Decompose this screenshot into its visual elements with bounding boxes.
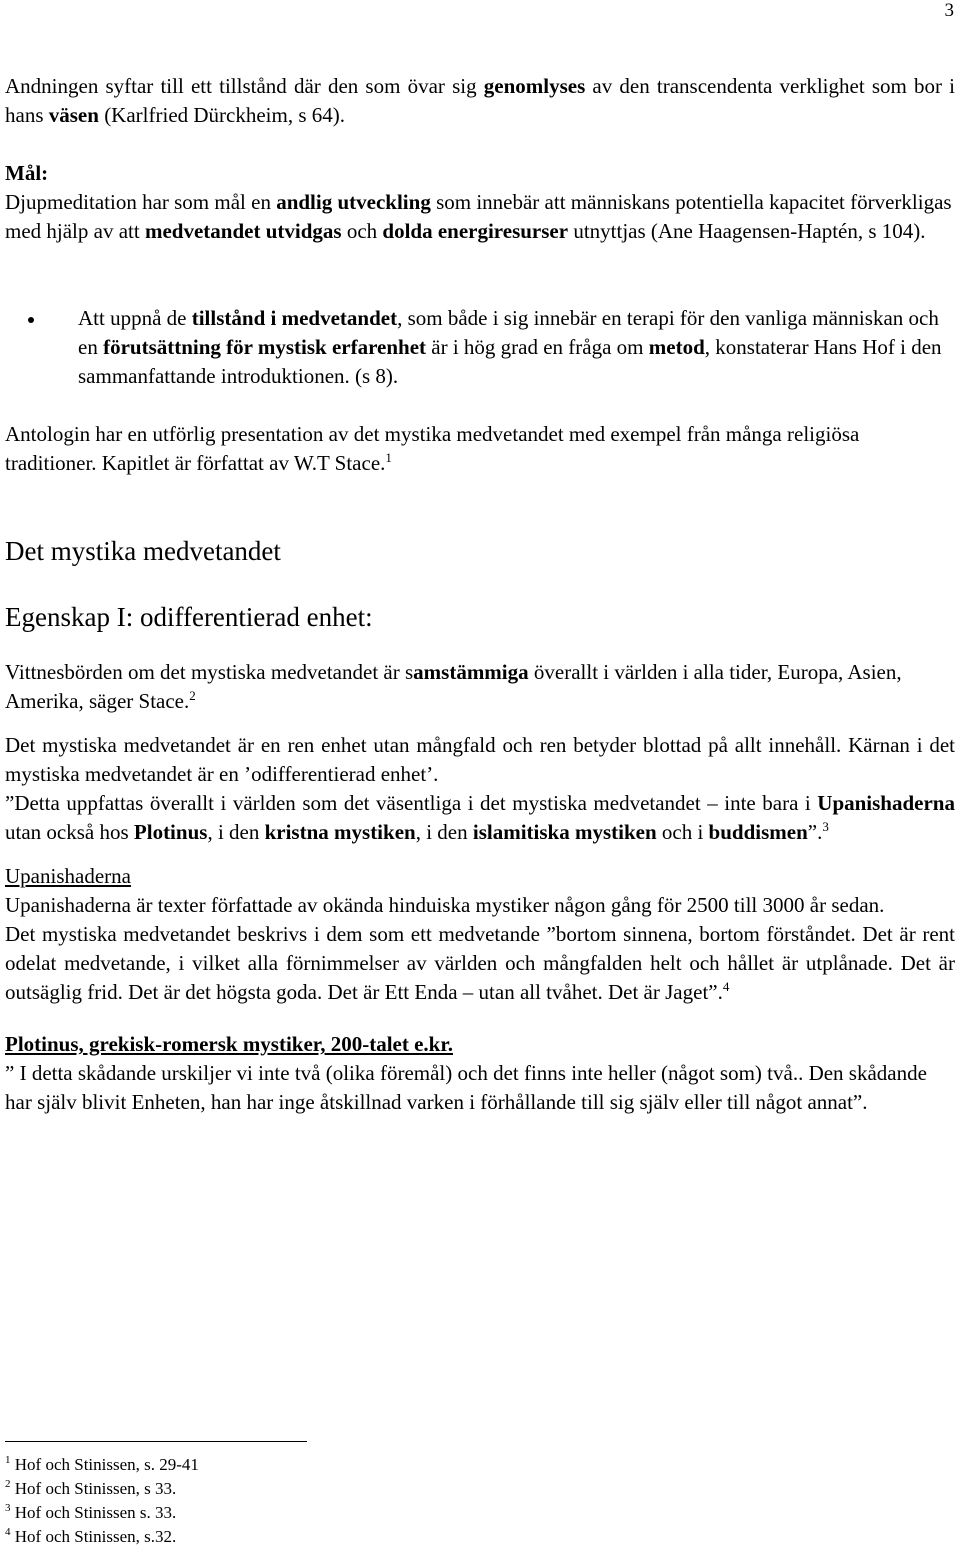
paragraph-andningen: Andningen syftar till ett tillstånd där den som övar sig genomlyses av den transcendenta verklighet som bor i hans väsen (Karlfried Dürckheim, s 64). (5, 74, 955, 127)
section-mal: Mål: Djupmeditation har som mål en andlig utveckling som innebär att människans potentiella kapacitet förverkligas med hjälp av att medvetandet utvidgas och dolda energiresurser utnyttjas (Ane Haagensen-Haptén, s 104). (5, 161, 952, 243)
paragraph-enhet: Det mystiska medvetandet är en ren enhet utan mångfald och ren betyder blottad på allt innehåll. Kärnan i det mystiska medvetandet är en ’odifferentierad enhet’. ”Detta uppfattas överallt i världen som det väsentliga i det mystiska medvetandet – inte bara i Upanishaderna utan också hos Plotinus, i den kristna mystiken, i den islamitiska mystiken och i buddismen”.$^3$ (5, 733, 955, 844)
plotinus-heading: Plotinus, grekisk-romersk mystiker, 200-talet e.kr. (5, 1032, 453, 1056)
heading-det-mystika-medvetandet: Det mystika medvetandet (5, 536, 281, 566)
footnotes (5, 1453, 199, 1549)
upanishaderna-heading: Upanishaderna (5, 864, 131, 888)
paragraph-vittnesborden: Vittnesbörden om det mystiska medvetandet är samstämmiga överallt i världen i alla tider, Europa, Asien, Amerika, säger Stace.$^2$ (5, 660, 902, 713)
footnote-2: $^2$ Hof och Stinissen, s 33. (5, 1478, 177, 1498)
paragraph-upanishaderna-1: Upanishaderna är texter författade av okända hinduiska mystiker någon gång för 2500 till 3000 år sedan. (5, 893, 885, 917)
heading-egenskap-i: Egenskap I: odifferentierad enhet: (5, 602, 373, 632)
section-upanishaderna (5, 862, 955, 891)
footnote-4: $^4$ Hof och Stinissen, s.32. (5, 1526, 177, 1546)
page-number: 3 (944, 0, 954, 21)
footnote-1: $^1$ Hof och Stinissen, s. 29-41 (5, 1454, 199, 1474)
footnote-ref: 1 (385, 450, 392, 465)
footnote-ref: 4 (722, 979, 730, 994)
footnote-3: $^3$ Hof och Stinissen s. 33. (5, 1502, 177, 1522)
footnote-separator (5, 1441, 307, 1442)
footnote-ref: 3 (822, 819, 829, 834)
paragraph-plotinus: ” I detta skådande urskiljer vi inte två (olika föremål) och det finns inte heller (något som) två.. Den skådande har själv blivit Enheten, han har inge åtskillnad varken i förhållande till sig själv eller till något annat”. (5, 1061, 927, 1114)
bullet-item: Att uppnå de tillstånd i medvetandet, som både i sig innebär en terapi för den vanliga människan och en förutsättning för mystisk erfarenhet är i hög grad en fråga om metod, konstaterar Hans Hof i den sammanfattande introduktionen. (s 8). (5, 304, 955, 391)
footnote-ref: 2 (189, 688, 196, 703)
mal-heading: Mål: (5, 161, 49, 185)
paragraph-upanishaderna-2: Det mystiska medvetandet beskrivs i dem som ett medvetande ”bortom sinnena, bortom förståndet. Det är rent odelat medvetande, i vilket alla förnimmelser av världen och mångfalden helt och hållet är utplånade. Det är outsäglig frid. Det är det högsta goda. Det är Ett Enda – utan all tvåhet. Det är Jaget”.$^4$ (5, 922, 955, 1004)
bullet-icon (28, 317, 34, 323)
page-body (5, 72, 955, 1117)
paragraph-antologi: Antologin har en utförlig presentation av det mystika medvetandet med exempel från många religiösa traditioner. Kapitlet är författat av W.T Stace.$^1$ (5, 422, 860, 475)
